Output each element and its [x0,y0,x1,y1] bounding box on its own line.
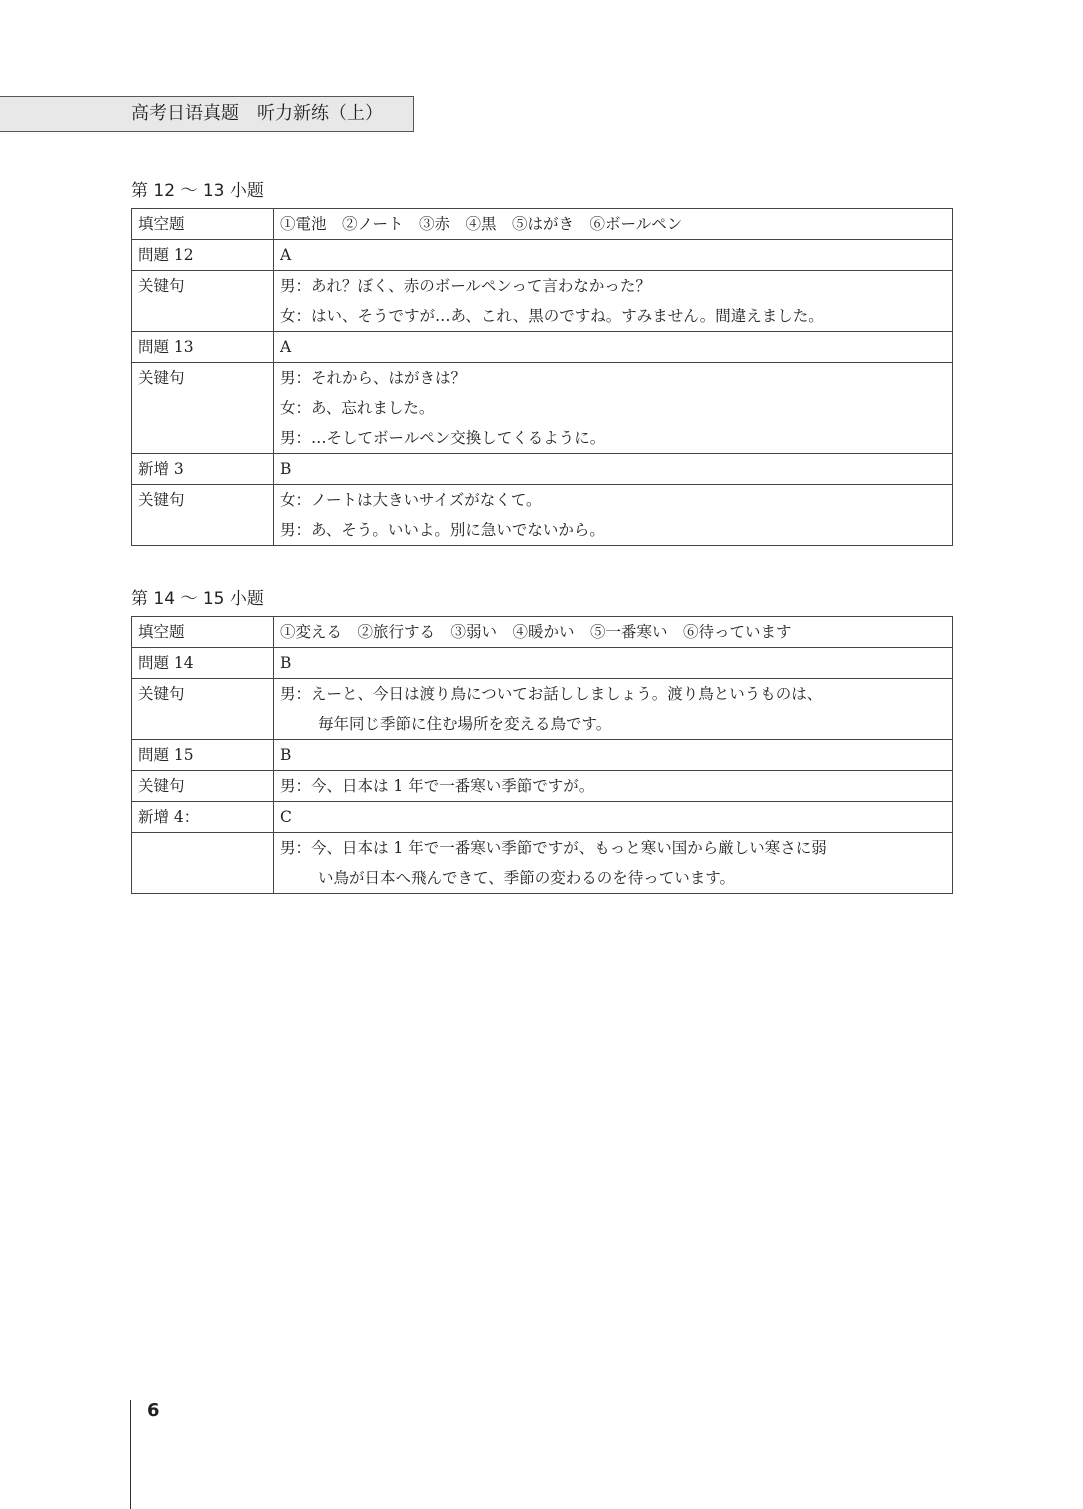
content-line: 男：それから、はがきは？ [280,369,467,387]
row-content [274,240,953,271]
section-heading-12-13: 第 12 ～ 13 小题 [131,181,264,201]
content-line: 男：あれ？ぼく、赤のボールペンって言わなかった？ [280,277,651,295]
row-content [274,271,953,332]
row-label: 关键句 [132,771,274,802]
row-label: 問題 13 [132,332,274,363]
content-line: ①電池 ②ノート ③赤 ④黒 ⑤はがき ⑥ボールペン [280,215,683,233]
content-line: 女：はい、そうですが…あ、これ、黒のですね。すみません。間違えました。 [280,307,824,325]
content-line: 女：あ、忘れました。 [280,399,435,417]
table-row [132,271,953,332]
book-title: 高考日语真题 听力新练（上） [131,103,383,124]
header-bar [0,96,414,132]
row-label: 問題 12 [132,240,274,271]
row-label: 关键句 [132,363,274,454]
table-row [132,454,953,485]
table-row [132,363,953,454]
answer-letter: B [280,654,292,672]
page-number: 6 [147,1400,160,1421]
row-content [274,454,953,485]
page-margin-rule [130,1400,131,1509]
table-row [132,332,953,363]
content-line: 毎年同じ季節に住む場所を変える鳥です。 [318,715,612,733]
row-label: 問題 15 [132,740,274,771]
answer-letter: C [280,808,292,826]
table-row [132,240,953,271]
answer-letter: A [280,338,292,356]
row-content [274,648,953,679]
table-row [132,833,953,894]
table-row [132,648,953,679]
row-content [274,617,953,648]
table-row [132,617,953,648]
row-label [132,833,274,894]
answer-letter: B [280,460,292,478]
row-label: 关键句 [132,485,274,546]
content-line: ①変える ②旅行する ③弱い ④暖かい ⑤一番寒い ⑥待っています [280,623,792,641]
row-content [274,209,953,240]
table-row [132,740,953,771]
row-content [274,771,953,802]
row-label: 新增 4： [132,802,274,833]
row-label: 填空题 [132,617,274,648]
content-line: 男：今、日本は 1 年で一番寒い季節ですが。 [280,777,595,795]
row-content [274,363,953,454]
content-line: い鳥が日本へ飛んできて、季節の変わるのを待っています。 [318,869,735,887]
row-content [274,802,953,833]
row-content [274,740,953,771]
section-heading-14-15: 第 14 ～ 15 小题 [131,589,264,609]
table-row [132,209,953,240]
row-label: 問題 14 [132,648,274,679]
table-row [132,802,953,833]
answer-table-14-15 [131,616,953,894]
content-line: 男：えーと、今日は渡り鳥についてお話ししましょう。渡り鳥というものは、 [280,685,823,703]
content-line: 男：今、日本は 1 年で一番寒い季節ですが、もっと寒い国から厳しい寒さに弱 [280,839,827,857]
table-row [132,771,953,802]
row-label: 填空题 [132,209,274,240]
row-label: 新增 3 [132,454,274,485]
answer-letter: A [280,246,292,264]
table-row [132,485,953,546]
content-line: 女：ノートは大きいサイズがなくて。 [280,491,542,509]
answer-table-12-13 [131,208,953,546]
row-content [274,332,953,363]
table-row [132,679,953,740]
answer-letter: B [280,746,292,764]
row-label: 关键句 [132,679,274,740]
row-content [274,833,953,894]
content-line: 男：あ、そう。いいよ。別に急いでないから。 [280,521,605,539]
row-label: 关键句 [132,271,274,332]
content-line: 男：…そしてボールペン交換してくるように。 [280,429,606,447]
row-content [274,485,953,546]
row-content [274,679,953,740]
